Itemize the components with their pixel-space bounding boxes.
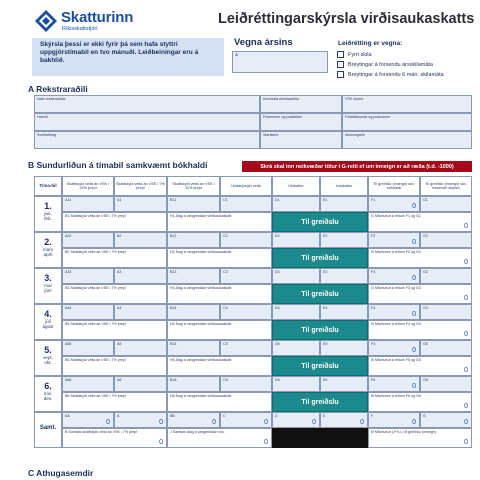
sub-field-i[interactable]: [368, 248, 472, 268]
period-number: 6.: [44, 381, 52, 391]
til-greidslu-button[interactable]: Til greiðslu: [272, 320, 368, 340]
cell-code-label: D2: [275, 234, 280, 238]
section-a-title: A Rekstraraðili: [28, 84, 88, 94]
cell-code-label: A33: [65, 270, 72, 274]
sub-field-h[interactable]: [167, 284, 272, 304]
sub-field-label: I2 Mismunur á reitum F2 og G2: [371, 250, 421, 254]
negative-values-banner: Skrá skal inn neikvæðar tölur í G-reiti ef um inneign er að ræða (t.d. -1000): [242, 161, 472, 172]
cell-code-label: B16: [170, 378, 177, 382]
period-input-cell[interactable]: [420, 340, 472, 356]
cell-code-label: A44: [65, 306, 72, 310]
period-input-cell[interactable]: [320, 268, 368, 284]
cell-code-label: F2: [371, 234, 376, 238]
atvinnugrein-field[interactable]: Atvinnugrein: [342, 131, 472, 149]
samtals-value: 0: [464, 419, 468, 426]
til-greidslu-button[interactable]: Til greiðslu: [272, 212, 368, 232]
cell-code-label: A22: [65, 234, 72, 238]
option-fyrri-skila: Fyrri skila: [348, 52, 372, 58]
period-months: júlí ágúst: [42, 319, 54, 329]
period-number: 1.: [44, 201, 52, 211]
cell-code-label: E1: [323, 198, 328, 202]
period-number: 4.: [44, 309, 52, 319]
sub-field-b[interactable]: [62, 356, 167, 376]
period-input-cell[interactable]: [62, 268, 114, 284]
cell-code-label: E5: [323, 342, 328, 346]
samtals-j-value: 0: [264, 439, 268, 446]
cell-code-label: C: [223, 414, 226, 418]
cell-value: 0: [412, 203, 416, 210]
period-input-cell[interactable]: [167, 268, 220, 284]
cell-code-label: F5: [371, 342, 376, 346]
header-col6: Innskattur: [320, 176, 368, 196]
sub-field-label: B5 Skattskyld velta án VSK í 7% þrepi: [65, 358, 126, 362]
period-input-cell[interactable]: [368, 268, 420, 284]
vsk-field[interactable]: VSK númer: [342, 95, 472, 113]
period-input-cell[interactable]: [272, 304, 320, 320]
framteljandi-field[interactable]: Póstfáritunnar og póstnúmer: [342, 113, 472, 131]
period-input-cell[interactable]: [420, 268, 472, 284]
sub-field-h[interactable]: [167, 212, 272, 232]
period-input-cell[interactable]: [114, 304, 167, 320]
period-input-cell[interactable]: [167, 232, 220, 248]
sub-field-label: H5 Álag á vangreiddan virðisaukaskatt: [170, 358, 232, 362]
period-label: [34, 340, 62, 376]
til-greidslu-button[interactable]: Til greiðslu: [272, 392, 368, 412]
cell-code-label: E: [323, 414, 326, 418]
sub-field-label: H2 Álag á vangreiddan virðisaukaskatt: [170, 250, 232, 254]
sub-field-i[interactable]: [368, 320, 472, 340]
samtals-cell[interactable]: [368, 412, 420, 428]
cell-code-label: B14: [170, 306, 177, 310]
samtals-cell[interactable]: [420, 412, 472, 428]
period-months: maí júní: [44, 283, 52, 293]
cell-code-label: BB: [170, 414, 175, 418]
diff-value: 0: [464, 367, 468, 374]
period-input-cell[interactable]: [272, 376, 320, 392]
period-number: 3.: [44, 273, 52, 283]
period-input-cell[interactable]: [62, 340, 114, 356]
sub-field-b[interactable]: [62, 392, 167, 412]
period-input-cell[interactable]: [167, 304, 220, 320]
period-number: 5.: [44, 345, 52, 355]
header-col4: Undanþegin velta: [220, 176, 272, 196]
cell-value: 0: [412, 347, 416, 354]
sub-field-label: B4 Skattskyld velta án VSK í 7% þrepi: [65, 322, 126, 326]
checkbox-arsskilamati[interactable]: [337, 61, 344, 68]
sub-field-i[interactable]: [368, 356, 472, 376]
period-input-cell[interactable]: [320, 196, 368, 212]
sub-field-b[interactable]: [62, 320, 167, 340]
sub-field-label: I4 Mismunur á reitum F4 og G4: [371, 322, 421, 326]
samtals-text: Samt.: [39, 425, 57, 431]
cell-code-label: G3: [423, 270, 428, 274]
period-input-cell[interactable]: [220, 376, 272, 392]
til-greidslu-button[interactable]: Til greiðslu: [272, 248, 368, 268]
period-input-cell[interactable]: [368, 340, 420, 356]
sub-field-label: B3 Skattskyld velta án VSK í 7% þrepi: [65, 286, 126, 290]
cell-code-label: B11: [170, 198, 177, 202]
period-input-cell[interactable]: [320, 232, 368, 248]
cell-code-label: A3: [117, 270, 122, 274]
period-months: nóv. des.: [43, 391, 53, 401]
samtals-value: 0: [312, 419, 316, 426]
period-input-cell[interactable]: [62, 376, 114, 392]
cell-code-label: A4: [117, 306, 122, 310]
period-input-cell[interactable]: [320, 304, 368, 320]
samtals-cell[interactable]: [272, 412, 320, 428]
samtals-value: 0: [106, 419, 110, 426]
cell-code-label: A: [117, 414, 120, 418]
sveitarfelag-field[interactable]: Sveitarfélag: [34, 131, 260, 149]
samtals-cell[interactable]: [62, 412, 114, 428]
cell-value: 0: [412, 311, 416, 318]
cell-code-label: A1: [117, 198, 122, 202]
diff-value: 0: [464, 295, 468, 302]
period-input-cell[interactable]: [272, 268, 320, 284]
period-months: jan. feb.: [44, 211, 52, 221]
period-input-cell[interactable]: [114, 196, 167, 212]
cell-code-label: E6: [323, 378, 328, 382]
period-input-cell[interactable]: [220, 304, 272, 320]
period-input-cell[interactable]: [220, 196, 272, 212]
cell-code-label: D5: [275, 342, 280, 346]
sub-field-b[interactable]: [62, 248, 167, 268]
option-arsskilamati: Breytingar á forsendu ársskilamáta: [348, 62, 433, 68]
header-col2: Skattskyld velta án VSK í 7% þrepi: [114, 176, 167, 196]
logo-name: Skatturinn: [61, 9, 134, 26]
samtals-j-field[interactable]: [167, 428, 272, 448]
sub-field-label: J Samtals álag á vangreiddan vsk.: [170, 430, 225, 434]
cell-code-label: G4: [423, 306, 428, 310]
heimili-field[interactable]: Heimili: [34, 113, 260, 131]
postnumer-field[interactable]: Póstnúmer og póstáritun: [260, 113, 342, 131]
cell-code-label: C4: [223, 306, 228, 310]
period-input-cell[interactable]: [167, 376, 220, 392]
starfsemi-field[interactable]: Starfsemi: [260, 131, 342, 149]
document-title: Leiðréttingarskýrsla virðisaukaskatts: [218, 11, 475, 27]
cell-code-label: F4: [371, 306, 376, 310]
cell-code-label: G2: [423, 234, 428, 238]
option-6man-skilamati: Breytingar á forsendu 6 mán. skilamáta: [348, 72, 444, 78]
period-input-cell[interactable]: [220, 268, 272, 284]
samtals-value: 0: [360, 419, 364, 426]
period-input-cell[interactable]: [368, 376, 420, 392]
sub-field-label: H4 Álag á vangreiddan virðisaukaskatt: [170, 322, 232, 326]
sub-field-i[interactable]: [368, 392, 472, 412]
year-input[interactable]: [232, 51, 328, 73]
period-input-cell[interactable]: [272, 340, 320, 356]
til-greidslu-button[interactable]: Til greiðslu: [272, 356, 368, 376]
cell-code-label: A55: [65, 342, 72, 346]
cell-code-label: G6: [423, 378, 428, 382]
period-input-cell[interactable]: [62, 196, 114, 212]
period-input-cell[interactable]: [320, 376, 368, 392]
period-input-cell[interactable]: [114, 376, 167, 392]
samtals-cell[interactable]: [114, 412, 167, 428]
header-col3: Skattskyld velta án VSK í 11% þrepi: [167, 176, 220, 196]
cell-code-label: C5: [223, 342, 228, 346]
cell-code-label: C6: [223, 378, 228, 382]
year-field-label: Ár: [235, 53, 239, 57]
cell-code-label: B15: [170, 342, 177, 346]
period-label: [34, 376, 62, 412]
period-input-cell[interactable]: [114, 268, 167, 284]
samtals-m-field[interactable]: [368, 428, 472, 448]
cell-code-label: F3: [371, 270, 376, 274]
sub-field-label: I3 Mismunur á reitum F3 og G3: [371, 286, 421, 290]
header-col7: Til greiðslu (inneign) skv. bókhaldi: [368, 176, 420, 196]
info-box: Skýrsla þessi er ekki fyrir þá sem hafa styttri uppgjörstímabil en tvo mánuði. Leiðbeiningar eru á bakhlið.: [32, 38, 224, 76]
period-input-cell[interactable]: [167, 196, 220, 212]
cell-code-label: F6: [371, 378, 376, 382]
period-input-cell[interactable]: [368, 304, 420, 320]
period-input-cell[interactable]: [368, 196, 420, 212]
cell-code-label: C3: [223, 270, 228, 274]
cell-code-label: B13: [170, 270, 177, 274]
period-months: sept. okt.: [43, 355, 53, 365]
sub-field-label: I1 Mismunur á reitum F1 og G1: [371, 214, 421, 218]
period-input-cell[interactable]: [114, 340, 167, 356]
diff-value: 0: [464, 223, 468, 230]
sub-field-label: B6 Skattskyld velta án VSK í 7% þrepi: [65, 394, 126, 398]
cell-value: 0: [412, 275, 416, 282]
cell-code-label: A6: [117, 378, 122, 382]
cell-code-label: D: [275, 414, 278, 418]
sub-field-h[interactable]: [167, 392, 272, 412]
samtals-m-value: 0: [464, 439, 468, 446]
samtals-cell[interactable]: [320, 412, 368, 428]
sub-field-h[interactable]: [167, 320, 272, 340]
sub-field-b[interactable]: [62, 212, 167, 232]
cell-code-label: D4: [275, 306, 280, 310]
sub-field-label: M Mismunur (J+K-L) til greiðslu (inneign): [371, 430, 436, 434]
cell-code-label: AA: [65, 414, 70, 418]
sub-field-i[interactable]: [368, 212, 472, 232]
sub-field-label: B2 Skattskyld velta án VSK í 7% þrepi: [65, 250, 126, 254]
leidretting-label: Leiðrétting er vegna:: [338, 40, 403, 47]
cell-code-label: F: [371, 414, 374, 418]
samtals-cell[interactable]: [220, 412, 272, 428]
header-col8: Til greiðslu (inneign) skv. innsendri skýrslu: [420, 176, 472, 196]
period-label: [34, 268, 62, 304]
period-input-cell[interactable]: [220, 340, 272, 356]
period-input-cell[interactable]: [420, 376, 472, 392]
cell-value: 0: [412, 239, 416, 246]
cell-code-label: A5: [117, 342, 122, 346]
sub-field-label: B Samtals skattskyld velta án VSK í 7% þrepi: [65, 430, 138, 434]
cell-code-label: D3: [275, 270, 280, 274]
header-col1: Skattskyld velta án VSK í 24% þrepi: [62, 176, 114, 196]
period-input-cell[interactable]: [62, 232, 114, 248]
diff-value: 0: [464, 403, 468, 410]
cell-code-label: G1: [423, 198, 428, 202]
diff-value: 0: [464, 259, 468, 266]
cell-code-label: E2: [323, 234, 328, 238]
period-input-cell[interactable]: [220, 232, 272, 248]
sub-field-i[interactable]: [368, 284, 472, 304]
sub-field-label: H1 Álag á vangreiddan virðisaukaskatt: [170, 214, 232, 218]
cell-code-label: F1: [371, 198, 376, 202]
section-b-title: B Sundurliðun á tímabil samkvæmt bókhaldi: [28, 160, 208, 170]
logo-subtitle: Ríkisskattstjóri: [62, 26, 98, 32]
period-label: [34, 304, 62, 340]
checkbox-6man-skilamati[interactable]: [337, 71, 344, 78]
cell-code-label: E3: [323, 270, 328, 274]
samtals-value: 0: [159, 419, 163, 426]
period-number: 2.: [44, 237, 52, 247]
sub-field-label: I5 Mismunur á reitum F5 og G5: [371, 358, 421, 362]
cell-code-label: D1: [275, 198, 280, 202]
cell-code-label: C2: [223, 234, 228, 238]
vegna-arsins-label: Vegna ársins: [234, 37, 293, 48]
sub-field-label: H3 Álag á vangreiddan virðisaukaskatt: [170, 286, 232, 290]
period-input-cell[interactable]: [368, 232, 420, 248]
period-label: [34, 232, 62, 268]
period-input-cell[interactable]: [272, 232, 320, 248]
period-label: [34, 196, 62, 232]
cell-code-label: E4: [323, 306, 328, 310]
cell-code-label: G5: [423, 342, 428, 346]
period-input-cell[interactable]: [420, 304, 472, 320]
samtals-label: [34, 412, 62, 448]
nafn-field[interactable]: Nafn rekstraraðila: [34, 95, 260, 113]
sub-field-label: B1 Skattskyld velta án VSK í 7% þrepi: [65, 214, 126, 218]
cell-code-label: G: [423, 414, 426, 418]
period-input-cell[interactable]: [320, 340, 368, 356]
sub-field-h[interactable]: [167, 356, 272, 376]
diff-value: 0: [464, 331, 468, 338]
samtals-b-field[interactable]: [62, 428, 167, 448]
sub-field-h[interactable]: [167, 248, 272, 268]
cell-code-label: A2: [117, 234, 122, 238]
cell-code-label: C1: [223, 198, 228, 202]
samtals-b-value: 0: [159, 439, 163, 446]
samtals-blocked-cell: [272, 428, 368, 448]
period-input-cell[interactable]: [272, 196, 320, 212]
period-input-cell[interactable]: [420, 196, 472, 212]
period-input-cell[interactable]: [167, 340, 220, 356]
kennitala-field[interactable]: Kennitala rekstraraðila: [260, 95, 342, 113]
sub-field-b[interactable]: [62, 284, 167, 304]
samtals-value: 0: [212, 419, 216, 426]
skatturinn-logo-icon: [34, 9, 58, 33]
cell-code-label: A11: [65, 198, 72, 202]
header-timabil: Tíma-bil: [34, 176, 62, 196]
cell-value: 0: [412, 383, 416, 390]
samtals-cell[interactable]: [167, 412, 220, 428]
sub-field-label: I6 Mismunur á reitum F6 og G6: [371, 394, 421, 398]
samtals-value: 0: [412, 419, 416, 426]
sub-field-label: H6 Álag á vangreiddan virðisaukaskatt: [170, 394, 232, 398]
samtals-value: 0: [264, 419, 268, 426]
period-input-cell[interactable]: [420, 232, 472, 248]
cell-code-label: D6: [275, 378, 280, 382]
til-greidslu-button[interactable]: Til greiðslu: [272, 284, 368, 304]
section-c-title: C Athugasemdir: [28, 468, 94, 478]
period-input-cell[interactable]: [114, 232, 167, 248]
header-col5: Útskattur: [272, 176, 320, 196]
cell-code-label: A66: [65, 378, 72, 382]
period-input-cell[interactable]: [62, 304, 114, 320]
checkbox-fyrri-skila[interactable]: [337, 51, 344, 58]
cell-code-label: B12: [170, 234, 177, 238]
period-months: mars apríl: [43, 247, 53, 257]
